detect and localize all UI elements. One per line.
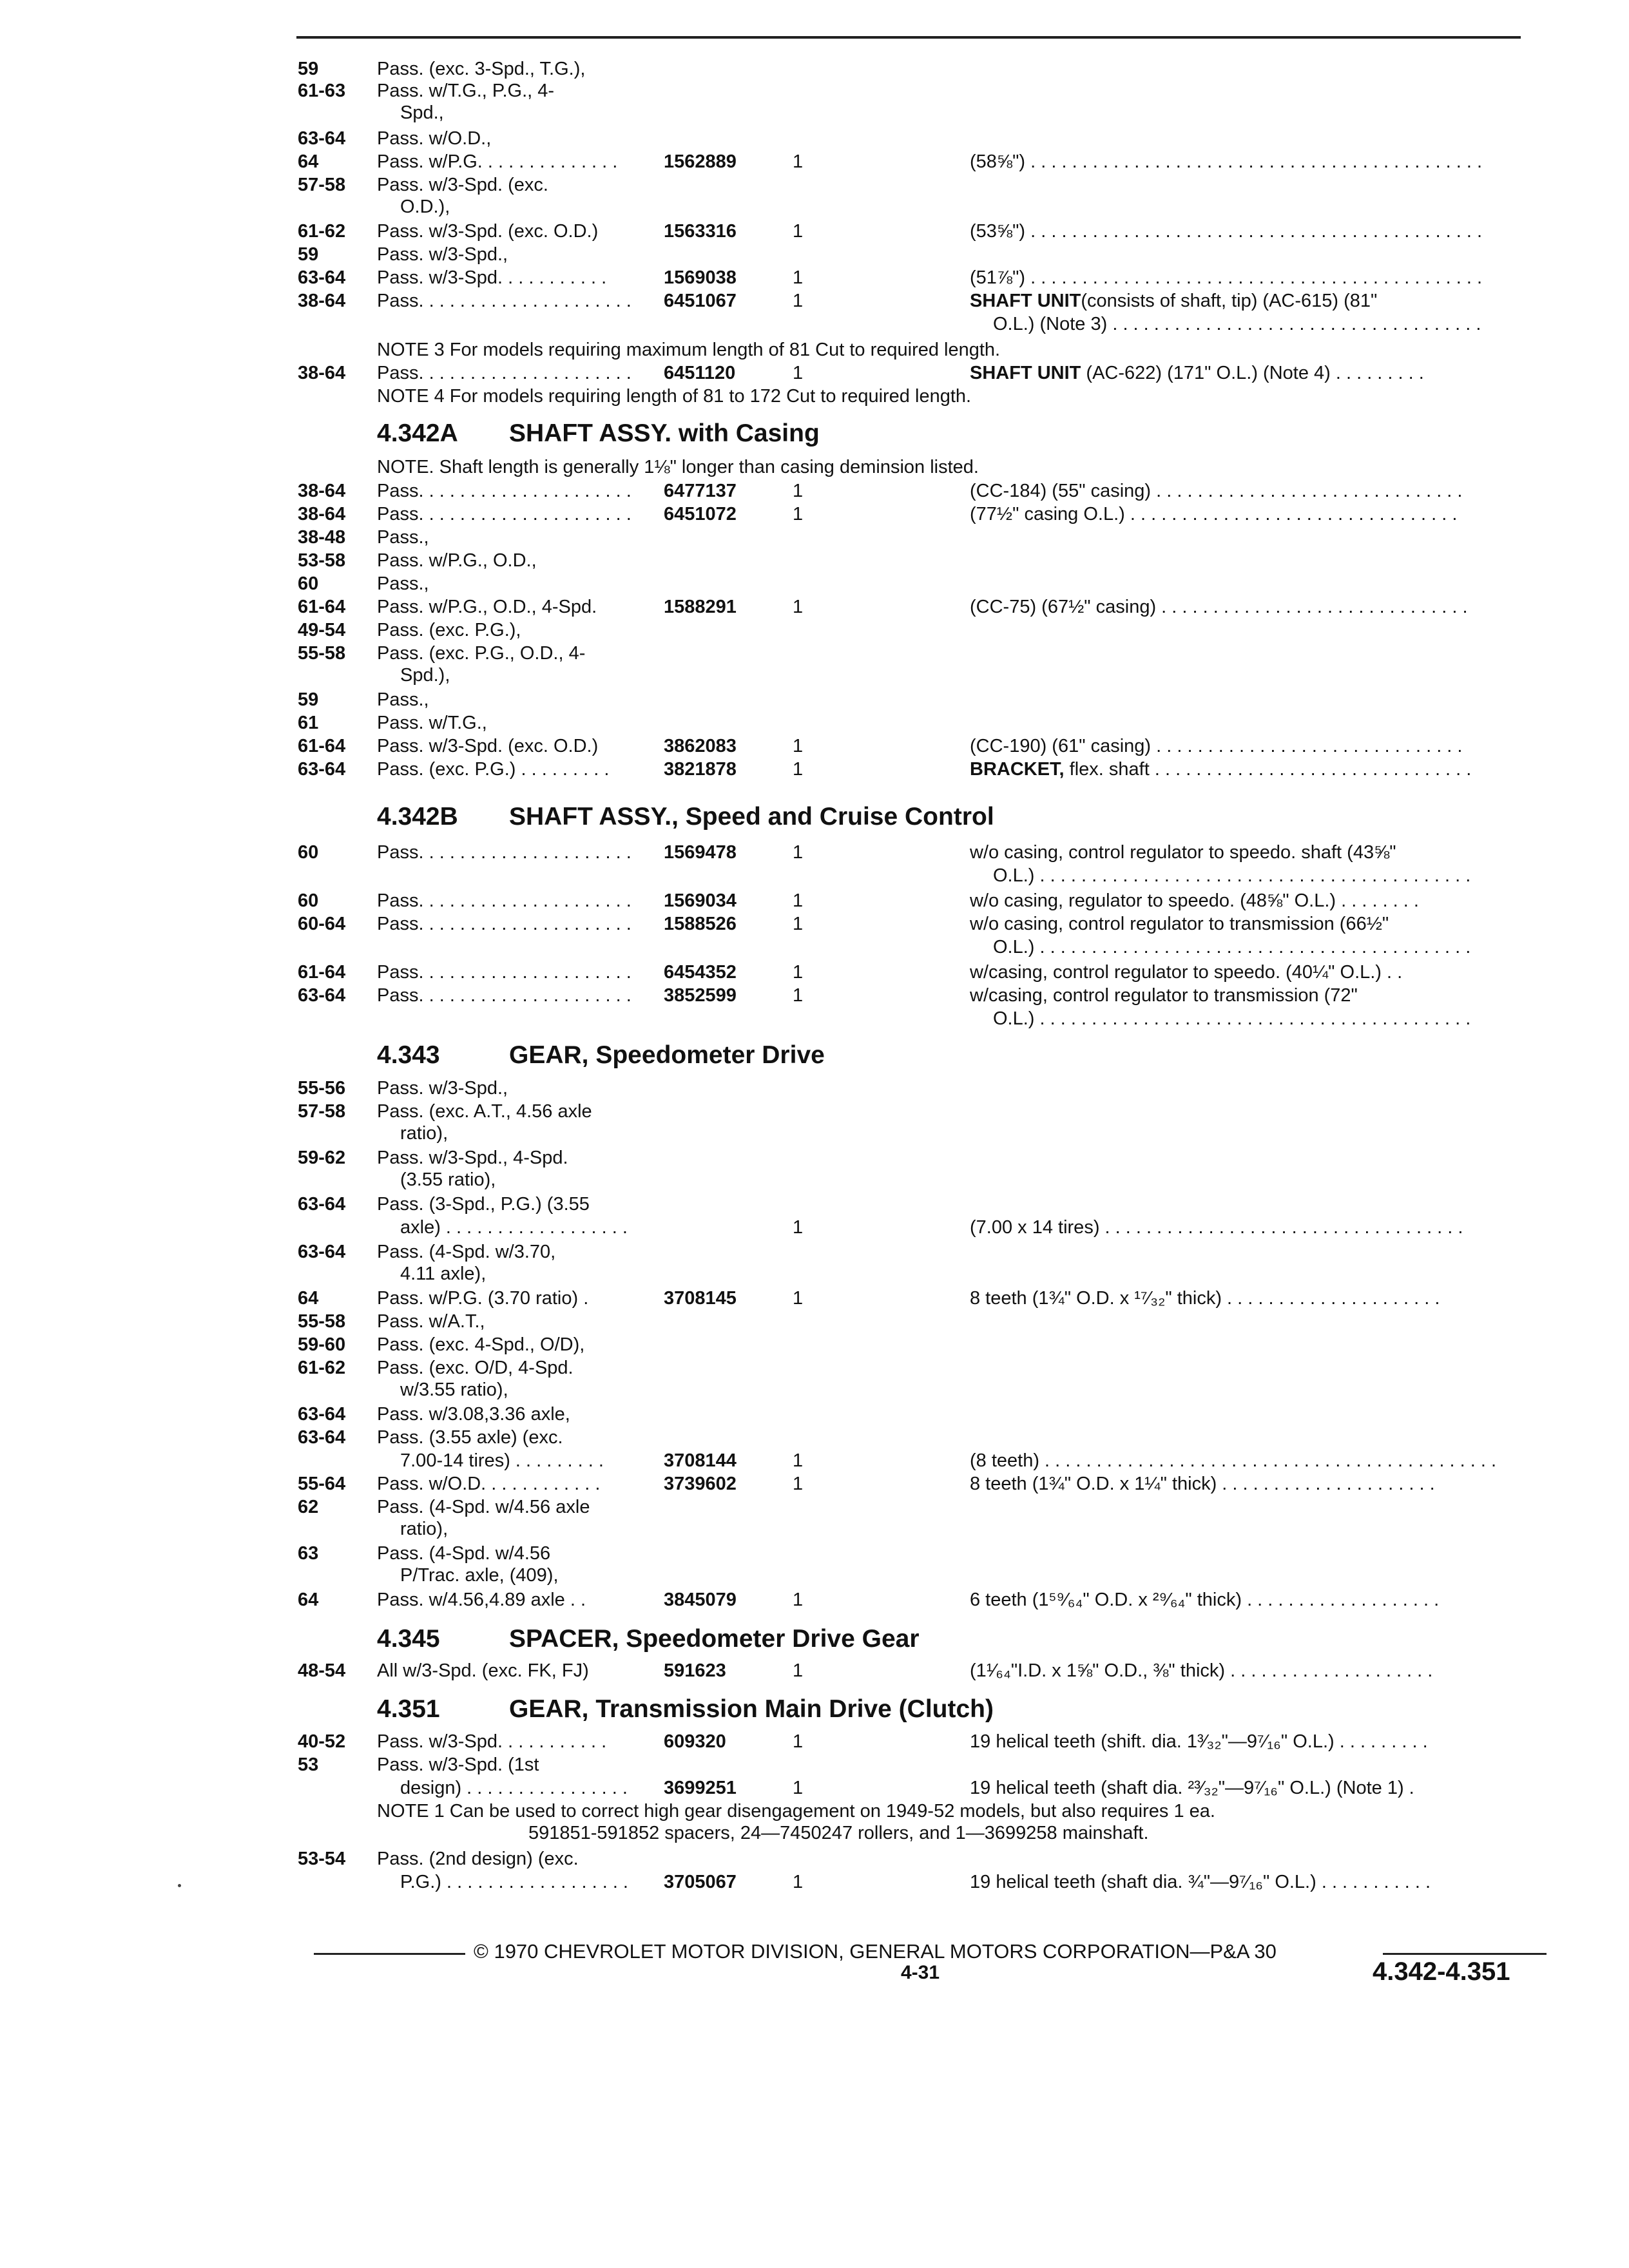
section-heading bbox=[377, 419, 820, 448]
model-description: Pass. w/P.G. . . . . . . . . . . . . . bbox=[377, 151, 618, 172]
year-range: 61-64 bbox=[298, 962, 346, 983]
year-range: 63-64 bbox=[298, 985, 346, 1006]
model-description: Pass. w/3-Spd. . . . . . . . . . . bbox=[377, 267, 607, 288]
model-description: Pass. . . . . . . . . . . . . . . . . . . . . bbox=[377, 985, 631, 1006]
part-number: 3862083 bbox=[664, 736, 737, 756]
section-title: SHAFT ASSY. with Casing bbox=[509, 419, 820, 447]
quantity: 1 bbox=[793, 914, 804, 934]
scan-speck bbox=[178, 1884, 181, 1887]
model-description: Pass. w/O.D. . . . . . . . . . . . bbox=[377, 1474, 601, 1494]
model-description: Pass. (exc. O/D, 4-Spd. bbox=[377, 1358, 574, 1378]
model-description: Pass. . . . . . . . . . . . . . . . . . . . . bbox=[377, 962, 631, 983]
quantity: 1 bbox=[793, 221, 804, 242]
part-description: w/casing, control regulator to transmission (72" bbox=[970, 985, 1358, 1006]
model-description: Pass., bbox=[377, 573, 429, 594]
section-heading bbox=[377, 1695, 994, 1724]
part-number: 3699251 bbox=[664, 1778, 737, 1798]
model-description: Pass. w/P.G., O.D., bbox=[377, 550, 537, 571]
part-description-cont: O.L.) . . . . . . . . . . . . . . . . . . . . . . . . . . . . . . . . . . . . . . . . . . bbox=[993, 937, 1471, 957]
year-range: 61-62 bbox=[298, 1358, 346, 1378]
section-title: GEAR, Speedometer Drive bbox=[509, 1041, 825, 1069]
year-range: 63-64 bbox=[298, 1427, 346, 1448]
model-description: Pass. w/4.56,4.89 axle . . bbox=[377, 1590, 586, 1610]
year-range: 60-64 bbox=[298, 914, 346, 934]
model-description-cont: Spd., bbox=[400, 102, 444, 123]
year-range: 60 bbox=[298, 842, 319, 863]
model-description: Pass. w/T.G., bbox=[377, 713, 487, 733]
model-description: All w/3-Spd. (exc. FK, FJ) bbox=[377, 1660, 589, 1681]
year-range: 59 bbox=[298, 244, 319, 265]
part-description: 8 teeth (1¾" O.D. x ¹⁷⁄₃₂" thick) . . . . . . . . . . . . . . . . . . . . . bbox=[970, 1288, 1440, 1309]
year-range: 38-64 bbox=[298, 504, 346, 524]
part-description: w/casing, control regulator to speedo. (40¼" O.L.) . . bbox=[970, 962, 1403, 983]
quantity: 1 bbox=[793, 597, 804, 617]
model-description-cont: ratio), bbox=[400, 1123, 448, 1144]
model-description-cont: w/3.55 ratio), bbox=[400, 1379, 508, 1400]
year-range: 55-64 bbox=[298, 1474, 346, 1494]
quantity: 1 bbox=[793, 1474, 804, 1494]
part-number: 6454352 bbox=[664, 962, 737, 983]
copyright-line: © 1970 CHEVROLET MOTOR DIVISION, GENERAL MOTORS CORPORATION—P&A 30 bbox=[474, 1940, 1277, 1963]
year-range: 63-64 bbox=[298, 759, 346, 780]
model-description: Pass. w/P.G., O.D., 4-Spd. bbox=[377, 597, 597, 617]
quantity: 1 bbox=[793, 1590, 804, 1610]
model-description-cont: (3.55 ratio), bbox=[400, 1169, 496, 1190]
part-number: 3739602 bbox=[664, 1474, 737, 1494]
part-description: 6 teeth (1⁵⁹⁄₆₄" O.D. x ²⁹⁄₆₄" thick) . . . . . . . . . . . . . . . . . . . bbox=[970, 1590, 1440, 1610]
quantity: 1 bbox=[793, 1872, 804, 1892]
year-range: 61 bbox=[298, 713, 319, 733]
model-description: Pass., bbox=[377, 527, 429, 548]
part-number: 609320 bbox=[664, 1731, 726, 1752]
part-number: 3845079 bbox=[664, 1590, 737, 1610]
year-range: 55-58 bbox=[298, 643, 346, 664]
model-description-cont: P/Trac. axle, (409), bbox=[400, 1565, 559, 1586]
year-range: 53 bbox=[298, 1754, 319, 1775]
quantity: 1 bbox=[793, 363, 804, 383]
part-name: BRACKET, bbox=[970, 759, 1065, 780]
part-description: (CC-75) (67½" casing) . . . . . . . . . . . . . . . . . . . . . . . . . . . . . . bbox=[970, 597, 1468, 617]
model-description: Pass. w/3-Spd., bbox=[377, 1078, 508, 1099]
model-description: Pass. w/3.08,3.36 axle, bbox=[377, 1404, 570, 1425]
part-number: 1563316 bbox=[664, 221, 737, 242]
model-description: Pass. (exc. A.T., 4.56 axle bbox=[377, 1101, 592, 1122]
year-range: 63-64 bbox=[298, 128, 346, 149]
year-range: 62 bbox=[298, 1497, 319, 1517]
footer-rule-left bbox=[314, 1953, 465, 1955]
part-number: 1569038 bbox=[664, 267, 737, 288]
year-range: 61-63 bbox=[298, 81, 346, 101]
part-detail: (AC-622) (171" O.L.) (Note 4) . . . . . . . . . bbox=[1081, 363, 1424, 383]
part-number: 6451072 bbox=[664, 504, 737, 524]
section-range: 4.342-4.351 bbox=[1373, 1957, 1510, 1986]
note-text: NOTE 4 For models requiring length of 81 to 172 Cut to required length. bbox=[377, 386, 972, 407]
quantity: 1 bbox=[793, 504, 804, 524]
model-description: Pass. . . . . . . . . . . . . . . . . . . . . bbox=[377, 481, 631, 501]
model-description: Pass. w/3-Spd. (exc. O.D.) bbox=[377, 221, 599, 242]
model-description-cont: P.G.) . . . . . . . . . . . . . . . . . . bbox=[400, 1872, 628, 1892]
quantity: 1 bbox=[793, 962, 804, 983]
part-number: 591623 bbox=[664, 1660, 726, 1681]
model-description: Pass., bbox=[377, 689, 429, 710]
model-description: Pass. w/3-Spd., 4-Spd. bbox=[377, 1148, 568, 1168]
model-description: Pass. . . . . . . . . . . . . . . . . . . . . bbox=[377, 914, 631, 934]
year-range: 60 bbox=[298, 573, 319, 594]
part-description: (58⅝") . . . . . . . . . . . . . . . . . . . . . . . . . . . . . . . . . . . . . . . . . . . . bbox=[970, 151, 1483, 172]
quantity: 1 bbox=[793, 1217, 804, 1238]
part-name: SHAFT UNIT bbox=[970, 291, 1081, 311]
quantity: 1 bbox=[793, 1778, 804, 1798]
part-number: 3821878 bbox=[664, 759, 737, 780]
quantity: 1 bbox=[793, 151, 804, 172]
section-number: 4.342A bbox=[377, 419, 458, 447]
part-number: 1562889 bbox=[664, 151, 737, 172]
model-description: Pass. (exc. 3-Spd., T.G.), bbox=[377, 59, 586, 79]
part-number: 3705067 bbox=[664, 1872, 737, 1892]
quantity: 1 bbox=[793, 759, 804, 780]
year-range: 38-64 bbox=[298, 481, 346, 501]
model-description: Pass. w/3-Spd., bbox=[377, 244, 508, 265]
year-range: 38-64 bbox=[298, 363, 346, 383]
year-range: 38-48 bbox=[298, 527, 346, 548]
part-detail: (consists of shaft, tip) (AC-615) (81" bbox=[1081, 291, 1378, 311]
year-range: 63-64 bbox=[298, 1194, 346, 1215]
model-description-cont: O.D.), bbox=[400, 197, 450, 217]
year-range: 59 bbox=[298, 59, 319, 79]
quantity: 1 bbox=[793, 291, 804, 311]
part-description: (CC-190) (61" casing) . . . . . . . . . . . . . . . . . . . . . . . . . . . . . . bbox=[970, 736, 1463, 756]
part-number: 6477137 bbox=[664, 481, 737, 501]
part-description bbox=[970, 362, 1424, 384]
part-description: (CC-184) (55" casing) . . . . . . . . . . . . . . . . . . . . . . . . . . . . . . bbox=[970, 481, 1463, 501]
part-description: w/o casing, regulator to speedo. (48⅝" O.L.) . . . . . . . . bbox=[970, 890, 1419, 911]
model-description: Pass. w/3-Spd. (exc. bbox=[377, 175, 548, 195]
part-number: 1588526 bbox=[664, 914, 737, 934]
part-number: 1588291 bbox=[664, 597, 737, 617]
model-description: Pass. w/3-Spd. . . . . . . . . . . bbox=[377, 1731, 607, 1752]
year-range: 61-64 bbox=[298, 736, 346, 756]
model-description: Pass. (4-Spd. w/4.56 axle bbox=[377, 1497, 590, 1517]
part-number: 3708145 bbox=[664, 1288, 737, 1309]
quantity: 1 bbox=[793, 890, 804, 911]
year-range: 53-58 bbox=[298, 550, 346, 571]
model-description-cont: ratio), bbox=[400, 1519, 448, 1539]
model-description: Pass. (2nd design) (exc. bbox=[377, 1849, 579, 1869]
part-description: 8 teeth (1¾" O.D. x 1¼" thick) . . . . . . . . . . . . . . . . . . . . . bbox=[970, 1474, 1435, 1494]
part-description-cont: O.L.) (Note 3) . . . . . . . . . . . . . . . . . . . . . . . . . . . . . . . . . . . . bbox=[993, 314, 1481, 334]
year-range: 38-64 bbox=[298, 291, 346, 311]
part-description: (1¹⁄₆₄"I.D. x 1⅝" O.D., ⅜" thick) . . . . . . . . . . . . . . . . . . . . bbox=[970, 1660, 1433, 1681]
quantity: 1 bbox=[793, 481, 804, 501]
year-range: 49-54 bbox=[298, 620, 346, 640]
year-range: 63-64 bbox=[298, 267, 346, 288]
model-description: Pass. w/O.D., bbox=[377, 128, 492, 149]
note-text: NOTE. Shaft length is generally 1⅛" longer than casing deminsion listed. bbox=[377, 457, 979, 477]
part-description: (53⅝") . . . . . . . . . . . . . . . . . . . . . . . . . . . . . . . . . . . . . . . . . . . . bbox=[970, 221, 1483, 242]
quantity: 1 bbox=[793, 267, 804, 288]
section-heading bbox=[377, 802, 994, 832]
section-heading bbox=[377, 1041, 825, 1070]
part-number: 1569478 bbox=[664, 842, 737, 863]
top-rule bbox=[296, 36, 1521, 39]
model-description: Pass. . . . . . . . . . . . . . . . . . . . . bbox=[377, 890, 631, 911]
model-description-cont: Spd.), bbox=[400, 665, 450, 686]
model-description: Pass. (exc. P.G.) . . . . . . . . . bbox=[377, 759, 610, 780]
year-range: 53-54 bbox=[298, 1849, 346, 1869]
model-description: Pass. . . . . . . . . . . . . . . . . . . . . bbox=[377, 291, 631, 311]
quantity: 1 bbox=[793, 985, 804, 1006]
model-description-cont: 4.11 axle), bbox=[400, 1264, 487, 1284]
model-description: Pass. (exc. P.G.), bbox=[377, 620, 521, 640]
year-range: 64 bbox=[298, 1590, 319, 1610]
part-description: 19 helical teeth (shaft dia. ¾"—9⁷⁄₁₆" O.L.) . . . . . . . . . . . bbox=[970, 1872, 1431, 1892]
model-description-cont: design) . . . . . . . . . . . . . . . . bbox=[400, 1778, 628, 1798]
year-range: 64 bbox=[298, 151, 319, 172]
year-range: 59-62 bbox=[298, 1148, 346, 1168]
part-number: 3708144 bbox=[664, 1450, 737, 1471]
part-number: 1569034 bbox=[664, 890, 737, 911]
year-range: 61-64 bbox=[298, 597, 346, 617]
part-description-cont: O.L.) . . . . . . . . . . . . . . . . . . . . . . . . . . . . . . . . . . . . . . . . . . bbox=[993, 865, 1471, 886]
part-description: (8 teeth) . . . . . . . . . . . . . . . . . . . . . . . . . . . . . . . . . . . . . . . . . . . . bbox=[970, 1450, 1497, 1471]
page-number: 4-31 bbox=[901, 1962, 940, 1983]
year-range: 57-58 bbox=[298, 175, 346, 195]
model-description: Pass. . . . . . . . . . . . . . . . . . . . . bbox=[377, 842, 631, 863]
model-description: Pass. (exc. P.G., O.D., 4- bbox=[377, 643, 586, 664]
quantity: 1 bbox=[793, 842, 804, 863]
year-range: 63-64 bbox=[298, 1242, 346, 1262]
part-name: SHAFT UNIT bbox=[970, 363, 1081, 383]
section-number: 4.345 bbox=[377, 1625, 440, 1653]
model-description: Pass. (4-Spd. w/3.70, bbox=[377, 1242, 556, 1262]
part-description bbox=[970, 290, 1377, 312]
model-description: Pass. w/T.G., P.G., 4- bbox=[377, 81, 555, 101]
model-description: Pass. (3-Spd., P.G.) (3.55 bbox=[377, 1194, 590, 1215]
part-number: 3852599 bbox=[664, 985, 737, 1006]
quantity: 1 bbox=[793, 1660, 804, 1681]
section-title: GEAR, Transmission Main Drive (Clutch) bbox=[509, 1695, 994, 1723]
section-title: SPACER, Speedometer Drive Gear bbox=[509, 1625, 920, 1653]
note-text: NOTE 1 Can be used to correct high gear disengagement on 1949-52 models, but also requires 1 ea. bbox=[377, 1801, 1215, 1821]
year-range: 55-58 bbox=[298, 1311, 346, 1332]
part-description: w/o casing, control regulator to transmission (66½" bbox=[970, 914, 1389, 934]
year-range: 61-62 bbox=[298, 221, 346, 242]
year-range: 57-58 bbox=[298, 1101, 346, 1122]
year-range: 64 bbox=[298, 1288, 319, 1309]
model-description: Pass. (4-Spd. w/4.56 bbox=[377, 1543, 551, 1564]
part-description: (7.00 x 14 tires) . . . . . . . . . . . . . . . . . . . . . . . . . . . . . . . . . . . bbox=[970, 1217, 1463, 1238]
section-number: 4.343 bbox=[377, 1041, 440, 1069]
model-description-cont: 7.00-14 tires) . . . . . . . . . bbox=[400, 1450, 604, 1471]
part-description: w/o casing, control regulator to speedo. shaft (43⅝" bbox=[970, 842, 1396, 863]
model-description: Pass. w/3-Spd. (1st bbox=[377, 1754, 539, 1775]
year-range: 60 bbox=[298, 890, 319, 911]
part-description: (77½" casing O.L.) . . . . . . . . . . . . . . . . . . . . . . . . . . . . . . . . bbox=[970, 504, 1458, 524]
note-text: NOTE 3 For models requiring maximum length of 81 Cut to required length. bbox=[377, 340, 1001, 360]
model-description: Pass. (exc. 4-Spd., O/D), bbox=[377, 1334, 585, 1355]
model-description: Pass. (3.55 axle) (exc. bbox=[377, 1427, 563, 1448]
section-heading bbox=[377, 1624, 920, 1654]
year-range: 55-56 bbox=[298, 1078, 346, 1099]
model-description: Pass. . . . . . . . . . . . . . . . . . . . . bbox=[377, 363, 631, 383]
section-number: 4.342B bbox=[377, 803, 458, 831]
quantity: 1 bbox=[793, 1731, 804, 1752]
year-range: 63-64 bbox=[298, 1404, 346, 1425]
year-range: 40-52 bbox=[298, 1731, 346, 1752]
quantity: 1 bbox=[793, 1450, 804, 1471]
part-description-cont: O.L.) . . . . . . . . . . . . . . . . . . . . . . . . . . . . . . . . . . . . . . . . . . bbox=[993, 1008, 1471, 1029]
model-description: Pass. . . . . . . . . . . . . . . . . . . . . bbox=[377, 504, 631, 524]
model-description: Pass. w/A.T., bbox=[377, 1311, 485, 1332]
quantity: 1 bbox=[793, 736, 804, 756]
part-description: 19 helical teeth (shift. dia. 1³⁄₃₂"—9⁷⁄₁₆" O.L.) . . . . . . . . . bbox=[970, 1731, 1428, 1752]
section-number: 4.351 bbox=[377, 1695, 440, 1723]
quantity: 1 bbox=[793, 1288, 804, 1309]
model-description: Pass. w/3-Spd. (exc. O.D.) bbox=[377, 736, 599, 756]
model-description: Pass. w/P.G. (3.70 ratio) . bbox=[377, 1288, 589, 1309]
part-description bbox=[970, 758, 1471, 780]
year-range: 59-60 bbox=[298, 1334, 346, 1355]
part-detail: flex. shaft . . . . . . . . . . . . . . . . . . . . . . . . . . . . . . . bbox=[1064, 759, 1472, 780]
part-number: 6451067 bbox=[664, 291, 737, 311]
year-range: 48-54 bbox=[298, 1660, 346, 1681]
model-description-cont: axle) . . . . . . . . . . . . . . . . . . bbox=[400, 1217, 628, 1238]
year-range: 59 bbox=[298, 689, 319, 710]
footer-rule-right bbox=[1383, 1953, 1547, 1955]
section-title: SHAFT ASSY., Speed and Cruise Control bbox=[509, 803, 994, 831]
part-description: (51⅞") . . . . . . . . . . . . . . . . . . . . . . . . . . . . . . . . . . . . . . . . . . . . bbox=[970, 267, 1483, 288]
year-range: 63 bbox=[298, 1543, 319, 1564]
part-description: 19 helical teeth (shaft dia. ²³⁄₃₂"—9⁷⁄₁₆" O.L.) (Note 1) . bbox=[970, 1778, 1414, 1798]
part-number: 6451120 bbox=[664, 363, 736, 383]
note-text-cont: 591851-591852 spacers, 24—7450247 rollers, and 1—3699258 mainshaft. bbox=[528, 1823, 1149, 1843]
